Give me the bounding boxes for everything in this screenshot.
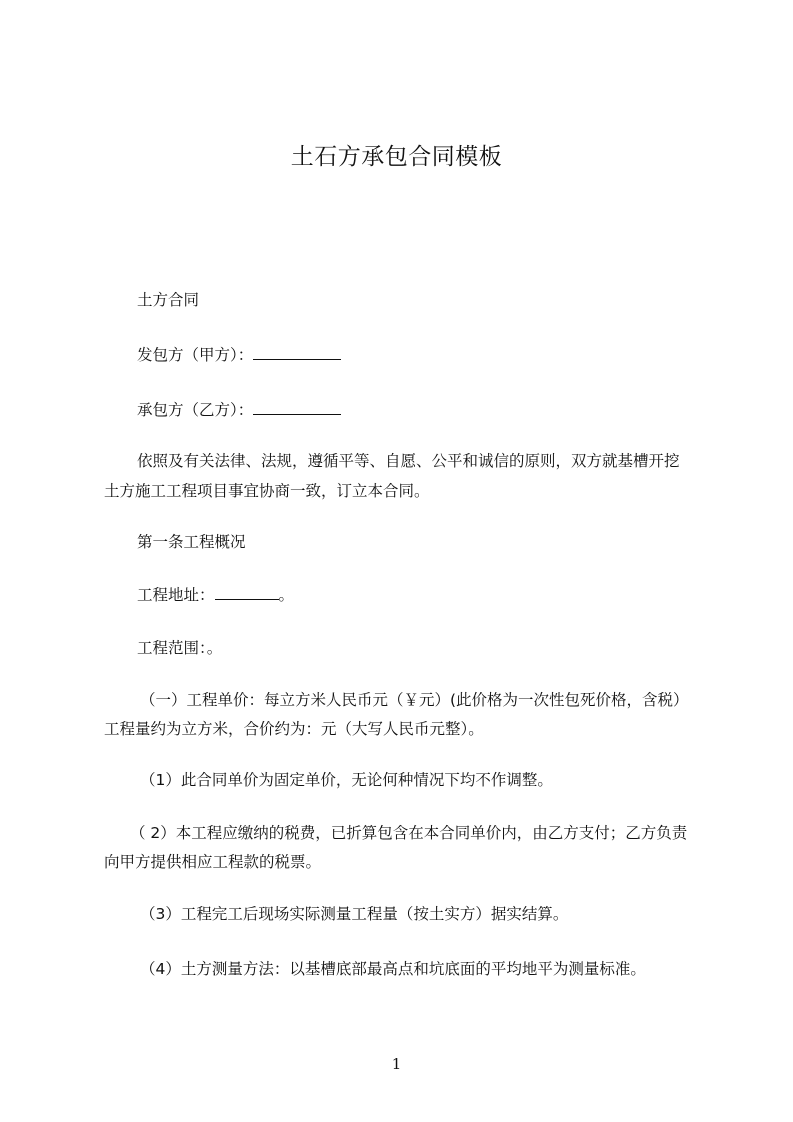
preamble-line-2: 土方施工工程项目事宜协商一致，订立本合同。 — [104, 482, 430, 500]
address-label: 工程地址： — [137, 586, 215, 604]
clause-2-line-1: （ 2）本工程应缴纳的税费，已折算包含在本合同单价内，由乙方支付；乙方负责 — [130, 824, 688, 842]
unit-price-line-1: （一）工程单价：每立方米人民币元（￥元）(此价格为一次性包死价格，含税） — [140, 691, 689, 709]
preamble-line-1: 依照及有关法律、法规，遵循平等、自愿、公平和诚信的原则，双方就基槽开挖 — [137, 452, 680, 470]
article-1-heading: 第一条工程概况 — [137, 533, 246, 551]
party-a-label: 发包方（甲方）： — [137, 346, 254, 364]
document-title: 土石方承包合同模板 — [290, 144, 503, 170]
party-b-line — [104, 395, 747, 425]
scope-line: 工程范围：。 — [137, 639, 223, 657]
clause-2-line-2: 向甲方提供相应工程款的税票。 — [104, 853, 322, 871]
address-suffix: 。 — [278, 586, 295, 604]
clause-4: （4）土方测量方法：以基槽底部最高点和坑底面的平均地平为测量标准。 — [140, 960, 646, 978]
clause-1: （1）此合同单价为固定单价，无论何种情况下均不作调整。 — [140, 771, 553, 789]
address-blank — [215, 581, 279, 600]
address-line — [104, 580, 747, 610]
unit-price-line-2: 工程量约为立方米，合价约为：元（大写人民币元整）。 — [104, 720, 484, 738]
party-b-label: 承包方（乙方）： — [137, 401, 254, 419]
contract-heading: 土方合同 — [137, 291, 200, 309]
page-number: 1 — [391, 1055, 402, 1073]
party-a-line — [104, 340, 747, 370]
clause-3: （3）工程完工后现场实际测量工程量（按土实方）据实结算。 — [140, 905, 569, 923]
party-b-blank — [253, 396, 341, 415]
party-a-blank — [253, 341, 341, 360]
